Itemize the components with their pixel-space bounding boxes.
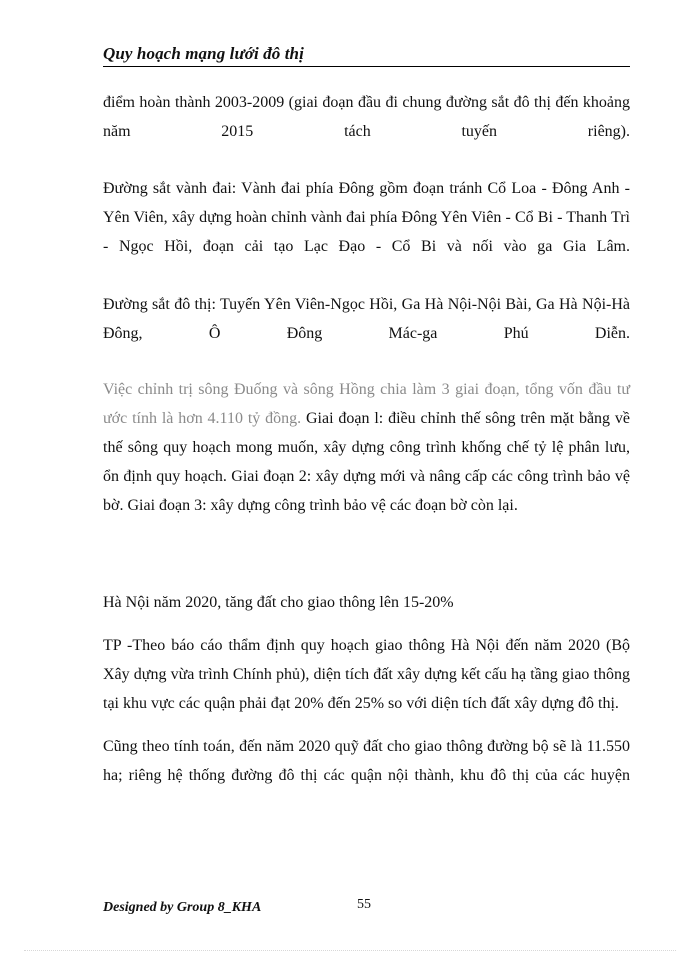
paragraph-railway-completion: điểm hoàn thành 2003-2009 (giai đoạn đầu đi chung đường sắt đô thị đến khoảng năm 2015 tách tuyến riêng). bbox=[103, 94, 630, 140]
paragraph-river-regulation bbox=[103, 375, 630, 520]
page-header-title: Quy hoạch mạng lưới đô thị bbox=[103, 44, 304, 63]
header-divider bbox=[103, 66, 630, 67]
footer-credit: Designed by Group 8_KHA bbox=[103, 900, 262, 915]
paragraph-ring-railway: Đường sắt vành đai: Vành đai phía Đông gồm đoạn tránh Cổ Loa - Đông Anh - Yên Viên, xây dựng hoàn chỉnh vành đai phía Đông Yên Viên - Cổ Bi - Thanh Trì - Ngọc Hồi, đoạn cải tạo Lạc Đạo - Cổ Bi và nối vào ga Gia Lâm. bbox=[103, 180, 630, 255]
page-bottom-edge bbox=[24, 950, 676, 951]
section-heading: Hà Nội năm 2020, tăng đất cho giao thông lên 15-20% bbox=[103, 594, 454, 611]
document-body bbox=[103, 88, 630, 790]
river-stages-text: Giai đoạn l: điều chỉnh thế sông trên mặt bằng về thế sông quy hoạch mong muốn, xây dựng công trình khống chế tỷ lệ phân lưu, ổn định quy hoạch. Giai đoạn 2: xây dựng mới và nâng cấp các công trình bảo vệ bờ. Giai đoạn 3: xây dựng công trình bảo vệ các đoạn bờ còn lại. bbox=[103, 410, 631, 514]
highlighted-sentence: Việc chỉnh trị sông Đuống và sông Hồng chia làm 3 giai đoạn, tổng vốn đầu tư ước tính là hơn 4.110 tỷ đồng. bbox=[103, 381, 630, 427]
paragraph-road-land-fund: Cũng theo tính toán, đến năm 2020 quỹ đất cho giao thông đường bộ sẽ là 11.550 ha; riêng hệ thống đường đô thị các quận nội thành, khu đô thị của các huyện bbox=[103, 738, 630, 784]
paragraph-traffic-land-report: TP -Theo báo cáo thẩm định quy hoạch giao thông Hà Nội đến năm 2020 (Bộ Xây dựng vừa trình Chính phủ), diện tích đất xây dựng kết cấu hạ tầng giao thông tại khu vực các quận phải đạt 20% đến 25% so với diện tích đất xây dựng đô thị. bbox=[103, 637, 630, 712]
page-number: 55 bbox=[357, 897, 371, 912]
paragraph-urban-railway: Đường sắt đô thị: Tuyến Yên Viên-Ngọc Hồi, Ga Hà Nội-Nội Bài, Ga Hà Nội-Hà Đông, Ô Đông Mác-ga Phú Diễn. bbox=[103, 296, 630, 342]
